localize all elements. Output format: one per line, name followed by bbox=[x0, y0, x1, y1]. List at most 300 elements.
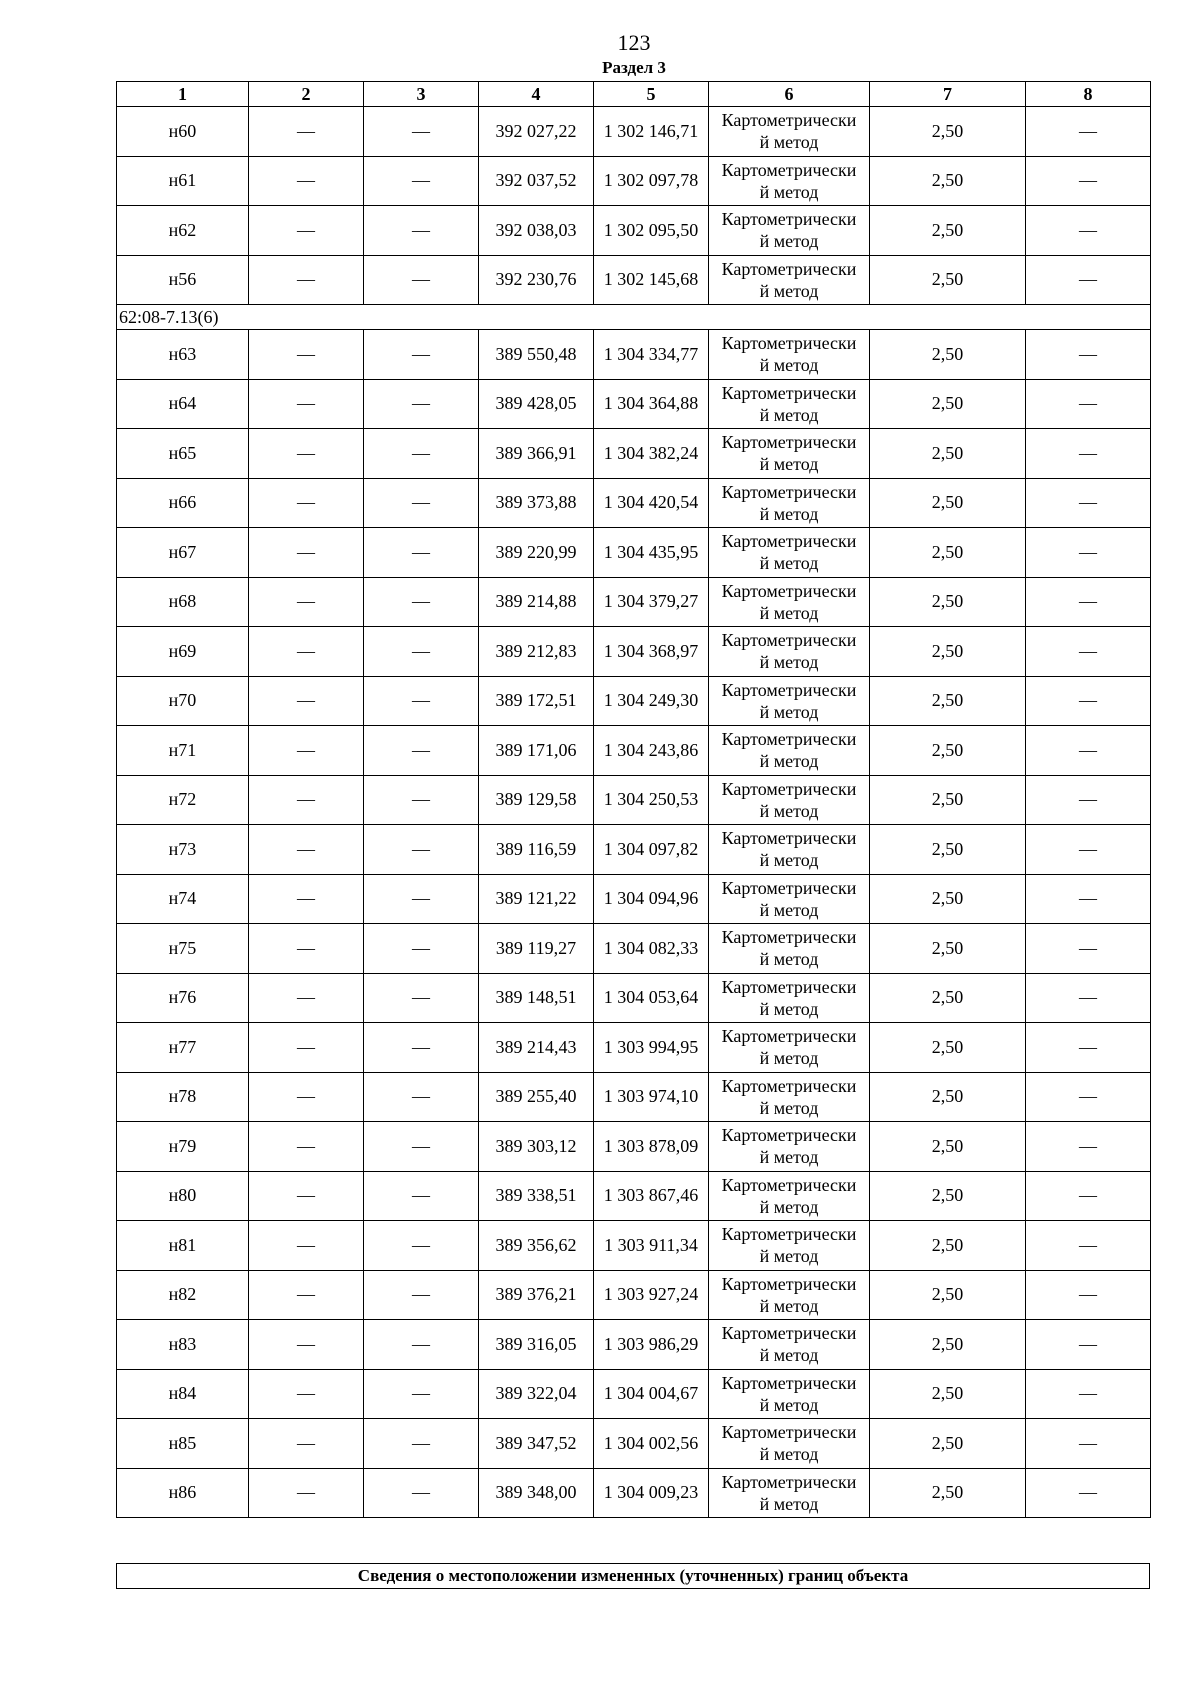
point-name-cell: н64 bbox=[117, 379, 249, 429]
column-3-cell: — bbox=[364, 874, 479, 924]
accuracy-cell: 2,50 bbox=[870, 924, 1026, 974]
table-row bbox=[117, 1369, 1151, 1419]
x-coordinate-cell: 392 038,03 bbox=[479, 206, 594, 256]
accuracy-cell: 2,50 bbox=[870, 1122, 1026, 1172]
method-cell bbox=[709, 1072, 870, 1122]
y-coordinate-cell: 1 302 146,71 bbox=[594, 107, 709, 157]
section-caption: Сведения о местоположении измененных (уточненных) границ объекта bbox=[116, 1563, 1150, 1589]
y-coordinate-cell: 1 304 420,54 bbox=[594, 478, 709, 528]
column-2-cell: — bbox=[249, 1221, 364, 1271]
column-8-cell: — bbox=[1026, 478, 1151, 528]
accuracy-cell: 2,50 bbox=[870, 577, 1026, 627]
table-row bbox=[117, 330, 1151, 380]
y-coordinate-cell: 1 304 368,97 bbox=[594, 627, 709, 677]
method-cell bbox=[709, 775, 870, 825]
point-name-cell: н68 bbox=[117, 577, 249, 627]
point-name-cell: н71 bbox=[117, 726, 249, 776]
column-3-cell: — bbox=[364, 775, 479, 825]
method-line-2: й метод bbox=[759, 652, 819, 673]
x-coordinate-cell: 389 121,22 bbox=[479, 874, 594, 924]
y-coordinate-cell: 1 304 334,77 bbox=[594, 330, 709, 380]
accuracy-cell: 2,50 bbox=[870, 1369, 1026, 1419]
point-name-cell: н77 bbox=[117, 1023, 249, 1073]
method-line-2: й метод bbox=[759, 1097, 819, 1118]
y-coordinate-cell: 1 303 911,34 bbox=[594, 1221, 709, 1271]
y-coordinate-cell: 1 304 082,33 bbox=[594, 924, 709, 974]
table-row bbox=[117, 206, 1151, 256]
accuracy-cell: 2,50 bbox=[870, 1221, 1026, 1271]
column-2-cell: — bbox=[249, 577, 364, 627]
method-cell bbox=[709, 973, 870, 1023]
column-2-cell: — bbox=[249, 1171, 364, 1221]
column-8-cell: — bbox=[1026, 1221, 1151, 1271]
header-row bbox=[117, 82, 1151, 107]
table-row bbox=[117, 775, 1151, 825]
y-coordinate-cell: 1 302 145,68 bbox=[594, 255, 709, 305]
table-row bbox=[117, 1419, 1151, 1469]
x-coordinate-cell: 389 214,88 bbox=[479, 577, 594, 627]
column-8-cell: — bbox=[1026, 627, 1151, 677]
method-line-1: Картометрически bbox=[721, 209, 857, 230]
column-3-cell: — bbox=[364, 1221, 479, 1271]
method-cell bbox=[709, 1023, 870, 1073]
column-2-cell: — bbox=[249, 1468, 364, 1518]
column-3-cell: — bbox=[364, 577, 479, 627]
y-coordinate-cell: 1 304 382,24 bbox=[594, 429, 709, 479]
y-coordinate-cell: 1 304 053,64 bbox=[594, 973, 709, 1023]
method-line-2: й метод bbox=[759, 553, 819, 574]
method-line-2: й метод bbox=[759, 1048, 819, 1069]
column-3-cell: — bbox=[364, 1122, 479, 1172]
method-line-2: й метод bbox=[759, 454, 819, 475]
method-cell bbox=[709, 627, 870, 677]
column-3-cell: — bbox=[364, 330, 479, 380]
method-cell bbox=[709, 330, 870, 380]
method-line-2: й метод bbox=[759, 181, 819, 202]
column-3-cell: — bbox=[364, 1023, 479, 1073]
accuracy-cell: 2,50 bbox=[870, 775, 1026, 825]
column-3-cell: — bbox=[364, 528, 479, 578]
column-2-cell: — bbox=[249, 1369, 364, 1419]
method-line-1: Картометрически bbox=[721, 778, 857, 799]
method-cell bbox=[709, 577, 870, 627]
x-coordinate-cell: 389 428,05 bbox=[479, 379, 594, 429]
table-row bbox=[117, 1171, 1151, 1221]
method-line-1: Картометрически bbox=[721, 1273, 857, 1294]
x-coordinate-cell: 389 376,21 bbox=[479, 1270, 594, 1320]
y-coordinate-cell: 1 304 435,95 bbox=[594, 528, 709, 578]
accuracy-cell: 2,50 bbox=[870, 1072, 1026, 1122]
x-coordinate-cell: 389 214,43 bbox=[479, 1023, 594, 1073]
table-row bbox=[117, 1023, 1151, 1073]
method-line-2: й метод bbox=[759, 701, 819, 722]
table-row bbox=[117, 156, 1151, 206]
method-line-2: й метод bbox=[759, 132, 819, 153]
accuracy-cell: 2,50 bbox=[870, 107, 1026, 157]
method-cell bbox=[709, 478, 870, 528]
point-name-cell: н75 bbox=[117, 924, 249, 974]
point-name-cell: н69 bbox=[117, 627, 249, 677]
method-line-2: й метод bbox=[759, 1196, 819, 1217]
method-line-1: Картометрически bbox=[721, 382, 857, 403]
x-coordinate-cell: 389 119,27 bbox=[479, 924, 594, 974]
point-name-cell: н72 bbox=[117, 775, 249, 825]
column-8-cell: — bbox=[1026, 429, 1151, 479]
method-line-2: й метод bbox=[759, 751, 819, 772]
accuracy-cell: 2,50 bbox=[870, 1468, 1026, 1518]
method-line-1: Картометрически bbox=[721, 877, 857, 898]
column-8-cell: — bbox=[1026, 107, 1151, 157]
accuracy-cell: 2,50 bbox=[870, 874, 1026, 924]
method-cell bbox=[709, 429, 870, 479]
column-header: 5 bbox=[594, 82, 709, 107]
column-2-cell: — bbox=[249, 973, 364, 1023]
column-8-cell: — bbox=[1026, 1023, 1151, 1073]
accuracy-cell: 2,50 bbox=[870, 1171, 1026, 1221]
accuracy-cell: 2,50 bbox=[870, 330, 1026, 380]
column-2-cell: — bbox=[249, 206, 364, 256]
point-name-cell: н70 bbox=[117, 676, 249, 726]
point-name-cell: н82 bbox=[117, 1270, 249, 1320]
x-coordinate-cell: 389 255,40 bbox=[479, 1072, 594, 1122]
column-2-cell: — bbox=[249, 627, 364, 677]
accuracy-cell: 2,50 bbox=[870, 206, 1026, 256]
column-2-cell: — bbox=[249, 1419, 364, 1469]
accuracy-cell: 2,50 bbox=[870, 726, 1026, 776]
column-8-cell: — bbox=[1026, 255, 1151, 305]
y-coordinate-cell: 1 304 004,67 bbox=[594, 1369, 709, 1419]
method-line-1: Картометрически bbox=[721, 1471, 857, 1492]
point-name-cell: н85 bbox=[117, 1419, 249, 1469]
x-coordinate-cell: 389 116,59 bbox=[479, 825, 594, 875]
x-coordinate-cell: 389 366,91 bbox=[479, 429, 594, 479]
point-name-cell: н67 bbox=[117, 528, 249, 578]
y-coordinate-cell: 1 304 097,82 bbox=[594, 825, 709, 875]
point-name-cell: н60 bbox=[117, 107, 249, 157]
x-coordinate-cell: 389 220,99 bbox=[479, 528, 594, 578]
column-header: 2 bbox=[249, 82, 364, 107]
column-2-cell: — bbox=[249, 825, 364, 875]
accuracy-cell: 2,50 bbox=[870, 528, 1026, 578]
x-coordinate-cell: 389 348,00 bbox=[479, 1468, 594, 1518]
method-cell bbox=[709, 206, 870, 256]
method-line-1: Картометрически bbox=[721, 630, 857, 651]
x-coordinate-cell: 392 037,52 bbox=[479, 156, 594, 206]
table-row bbox=[117, 478, 1151, 528]
column-8-cell: — bbox=[1026, 676, 1151, 726]
accuracy-cell: 2,50 bbox=[870, 429, 1026, 479]
point-name-cell: н81 bbox=[117, 1221, 249, 1271]
method-line-1: Картометрически bbox=[721, 432, 857, 453]
column-2-cell: — bbox=[249, 1270, 364, 1320]
column-3-cell: — bbox=[364, 255, 479, 305]
column-8-cell: — bbox=[1026, 528, 1151, 578]
y-coordinate-cell: 1 302 095,50 bbox=[594, 206, 709, 256]
method-line-2: й метод bbox=[759, 1295, 819, 1316]
column-2-cell: — bbox=[249, 156, 364, 206]
method-cell bbox=[709, 1320, 870, 1370]
table-row bbox=[117, 1221, 1151, 1271]
table-row bbox=[117, 627, 1151, 677]
column-3-cell: — bbox=[364, 924, 479, 974]
table-row bbox=[117, 255, 1151, 305]
column-8-cell: — bbox=[1026, 1468, 1151, 1518]
column-3-cell: — bbox=[364, 627, 479, 677]
column-2-cell: — bbox=[249, 429, 364, 479]
column-3-cell: — bbox=[364, 825, 479, 875]
accuracy-cell: 2,50 bbox=[870, 379, 1026, 429]
x-coordinate-cell: 389 322,04 bbox=[479, 1369, 594, 1419]
x-coordinate-cell: 389 356,62 bbox=[479, 1221, 594, 1271]
method-cell bbox=[709, 1221, 870, 1271]
column-8-cell: — bbox=[1026, 1072, 1151, 1122]
column-3-cell: — bbox=[364, 1369, 479, 1419]
group-row bbox=[117, 305, 1151, 330]
method-line-2: й метод bbox=[759, 280, 819, 301]
y-coordinate-cell: 1 303 927,24 bbox=[594, 1270, 709, 1320]
table-row bbox=[117, 1320, 1151, 1370]
x-coordinate-cell: 389 148,51 bbox=[479, 973, 594, 1023]
column-2-cell: — bbox=[249, 1072, 364, 1122]
section-title: Раздел 3 bbox=[602, 58, 666, 77]
table-body bbox=[117, 107, 1151, 1518]
method-line-1: Картометрически bbox=[721, 1323, 857, 1344]
method-line-1: Картометрически bbox=[721, 580, 857, 601]
method-line-1: Картометрически bbox=[721, 258, 857, 279]
method-cell bbox=[709, 874, 870, 924]
column-2-cell: — bbox=[249, 676, 364, 726]
point-name-cell: н73 bbox=[117, 825, 249, 875]
x-coordinate-cell: 389 129,58 bbox=[479, 775, 594, 825]
y-coordinate-cell: 1 304 249,30 bbox=[594, 676, 709, 726]
method-line-2: й метод bbox=[759, 850, 819, 871]
x-coordinate-cell: 389 303,12 bbox=[479, 1122, 594, 1172]
column-2-cell: — bbox=[249, 874, 364, 924]
column-2-cell: — bbox=[249, 528, 364, 578]
accuracy-cell: 2,50 bbox=[870, 1320, 1026, 1370]
method-line-2: й метод bbox=[759, 1345, 819, 1366]
column-8-cell: — bbox=[1026, 330, 1151, 380]
method-line-2: й метод bbox=[759, 1394, 819, 1415]
column-3-cell: — bbox=[364, 726, 479, 776]
method-line-1: Картометрически bbox=[721, 729, 857, 750]
method-cell bbox=[709, 528, 870, 578]
column-3-cell: — bbox=[364, 379, 479, 429]
table-row bbox=[117, 1072, 1151, 1122]
point-name-cell: н78 bbox=[117, 1072, 249, 1122]
column-2-cell: — bbox=[249, 726, 364, 776]
column-8-cell: — bbox=[1026, 379, 1151, 429]
method-line-1: Картометрически bbox=[721, 828, 857, 849]
x-coordinate-cell: 389 316,05 bbox=[479, 1320, 594, 1370]
method-cell bbox=[709, 1270, 870, 1320]
x-coordinate-cell: 389 338,51 bbox=[479, 1171, 594, 1221]
point-name-cell: н84 bbox=[117, 1369, 249, 1419]
y-coordinate-cell: 1 304 009,23 bbox=[594, 1468, 709, 1518]
method-cell bbox=[709, 676, 870, 726]
column-8-cell: — bbox=[1026, 1419, 1151, 1469]
table-row bbox=[117, 924, 1151, 974]
column-8-cell: — bbox=[1026, 156, 1151, 206]
x-coordinate-cell: 389 550,48 bbox=[479, 330, 594, 380]
point-name-cell: н79 bbox=[117, 1122, 249, 1172]
column-2-cell: — bbox=[249, 255, 364, 305]
method-cell bbox=[709, 107, 870, 157]
column-2-cell: — bbox=[249, 379, 364, 429]
accuracy-cell: 2,50 bbox=[870, 156, 1026, 206]
method-line-2: й метод bbox=[759, 998, 819, 1019]
column-8-cell: — bbox=[1026, 577, 1151, 627]
point-name-cell: н62 bbox=[117, 206, 249, 256]
point-name-cell: н80 bbox=[117, 1171, 249, 1221]
method-line-2: й метод bbox=[759, 503, 819, 524]
method-cell bbox=[709, 379, 870, 429]
y-coordinate-cell: 1 304 364,88 bbox=[594, 379, 709, 429]
method-cell bbox=[709, 825, 870, 875]
table-row bbox=[117, 1270, 1151, 1320]
y-coordinate-cell: 1 303 994,95 bbox=[594, 1023, 709, 1073]
column-3-cell: — bbox=[364, 1270, 479, 1320]
column-8-cell: — bbox=[1026, 206, 1151, 256]
y-coordinate-cell: 1 303 986,29 bbox=[594, 1320, 709, 1370]
table-row bbox=[117, 973, 1151, 1023]
method-line-1: Картометрически bbox=[721, 333, 857, 354]
column-3-cell: — bbox=[364, 676, 479, 726]
method-line-2: й метод bbox=[759, 800, 819, 821]
column-8-cell: — bbox=[1026, 1369, 1151, 1419]
column-2-cell: — bbox=[249, 924, 364, 974]
method-line-2: й метод bbox=[759, 404, 819, 425]
y-coordinate-cell: 1 304 250,53 bbox=[594, 775, 709, 825]
method-line-2: й метод bbox=[759, 602, 819, 623]
x-coordinate-cell: 392 027,22 bbox=[479, 107, 594, 157]
method-cell bbox=[709, 1369, 870, 1419]
column-2-cell: — bbox=[249, 775, 364, 825]
accuracy-cell: 2,50 bbox=[870, 255, 1026, 305]
point-name-cell: н65 bbox=[117, 429, 249, 479]
method-line-1: Картометрически bbox=[721, 1422, 857, 1443]
column-3-cell: — bbox=[364, 973, 479, 1023]
method-line-1: Картометрически bbox=[721, 1224, 857, 1245]
column-2-cell: — bbox=[249, 1320, 364, 1370]
table-row bbox=[117, 726, 1151, 776]
accuracy-cell: 2,50 bbox=[870, 478, 1026, 528]
method-line-2: й метод bbox=[759, 355, 819, 376]
point-name-cell: н76 bbox=[117, 973, 249, 1023]
column-8-cell: — bbox=[1026, 1122, 1151, 1172]
y-coordinate-cell: 1 304 002,56 bbox=[594, 1419, 709, 1469]
column-3-cell: — bbox=[364, 107, 479, 157]
method-line-2: й метод bbox=[759, 1444, 819, 1465]
column-3-cell: — bbox=[364, 206, 479, 256]
point-name-cell: н66 bbox=[117, 478, 249, 528]
column-3-cell: — bbox=[364, 1320, 479, 1370]
table-row bbox=[117, 825, 1151, 875]
x-coordinate-cell: 389 347,52 bbox=[479, 1419, 594, 1469]
coordinates-table bbox=[116, 81, 1151, 1518]
column-2-cell: — bbox=[249, 107, 364, 157]
method-line-2: й метод bbox=[759, 1493, 819, 1514]
column-header: 7 bbox=[870, 82, 1026, 107]
point-name-cell: н83 bbox=[117, 1320, 249, 1370]
method-line-1: Картометрически bbox=[721, 481, 857, 502]
column-2-cell: — bbox=[249, 478, 364, 528]
column-header: 3 bbox=[364, 82, 479, 107]
y-coordinate-cell: 1 303 974,10 bbox=[594, 1072, 709, 1122]
method-line-1: Картометрически bbox=[721, 1026, 857, 1047]
y-coordinate-cell: 1 304 379,27 bbox=[594, 577, 709, 627]
accuracy-cell: 2,50 bbox=[870, 1023, 1026, 1073]
column-3-cell: — bbox=[364, 1419, 479, 1469]
method-line-2: й метод bbox=[759, 949, 819, 970]
table-row bbox=[117, 1122, 1151, 1172]
table-row bbox=[117, 429, 1151, 479]
table-row bbox=[117, 577, 1151, 627]
method-line-2: й метод bbox=[759, 1147, 819, 1168]
method-line-2: й метод bbox=[759, 231, 819, 252]
point-name-cell: н61 bbox=[117, 156, 249, 206]
accuracy-cell: 2,50 bbox=[870, 1270, 1026, 1320]
page-number: 123 bbox=[617, 30, 651, 55]
method-cell bbox=[709, 1419, 870, 1469]
method-line-2: й метод bbox=[759, 899, 819, 920]
method-cell bbox=[709, 255, 870, 305]
column-8-cell: — bbox=[1026, 973, 1151, 1023]
method-cell bbox=[709, 726, 870, 776]
accuracy-cell: 2,50 bbox=[870, 825, 1026, 875]
accuracy-cell: 2,50 bbox=[870, 627, 1026, 677]
table-row bbox=[117, 107, 1151, 157]
x-coordinate-cell: 389 212,83 bbox=[479, 627, 594, 677]
method-line-1: Картометрически bbox=[721, 1372, 857, 1393]
column-header: 8 bbox=[1026, 82, 1151, 107]
table-row bbox=[117, 379, 1151, 429]
x-coordinate-cell: 392 230,76 bbox=[479, 255, 594, 305]
column-8-cell: — bbox=[1026, 1320, 1151, 1370]
method-line-1: Картометрически bbox=[721, 1174, 857, 1195]
column-header: 4 bbox=[479, 82, 594, 107]
method-line-1: Картометрически bbox=[721, 110, 857, 131]
method-line-2: й метод bbox=[759, 1246, 819, 1267]
column-8-cell: — bbox=[1026, 775, 1151, 825]
column-8-cell: — bbox=[1026, 825, 1151, 875]
x-coordinate-cell: 389 373,88 bbox=[479, 478, 594, 528]
method-cell bbox=[709, 1468, 870, 1518]
method-cell bbox=[709, 1122, 870, 1172]
method-cell bbox=[709, 156, 870, 206]
y-coordinate-cell: 1 302 097,78 bbox=[594, 156, 709, 206]
y-coordinate-cell: 1 304 094,96 bbox=[594, 874, 709, 924]
column-3-cell: — bbox=[364, 1468, 479, 1518]
method-cell bbox=[709, 1171, 870, 1221]
accuracy-cell: 2,50 bbox=[870, 1419, 1026, 1469]
y-coordinate-cell: 1 303 867,46 bbox=[594, 1171, 709, 1221]
column-8-cell: — bbox=[1026, 1171, 1151, 1221]
x-coordinate-cell: 389 171,06 bbox=[479, 726, 594, 776]
point-name-cell: н74 bbox=[117, 874, 249, 924]
column-3-cell: — bbox=[364, 1072, 479, 1122]
accuracy-cell: 2,50 bbox=[870, 676, 1026, 726]
method-line-1: Картометрически bbox=[721, 1075, 857, 1096]
column-header: 6 bbox=[709, 82, 870, 107]
point-name-cell: н56 bbox=[117, 255, 249, 305]
column-header: 1 bbox=[117, 82, 249, 107]
method-line-1: Картометрически bbox=[721, 679, 857, 700]
point-name-cell: н86 bbox=[117, 1468, 249, 1518]
table-row bbox=[117, 528, 1151, 578]
accuracy-cell: 2,50 bbox=[870, 973, 1026, 1023]
column-8-cell: — bbox=[1026, 1270, 1151, 1320]
